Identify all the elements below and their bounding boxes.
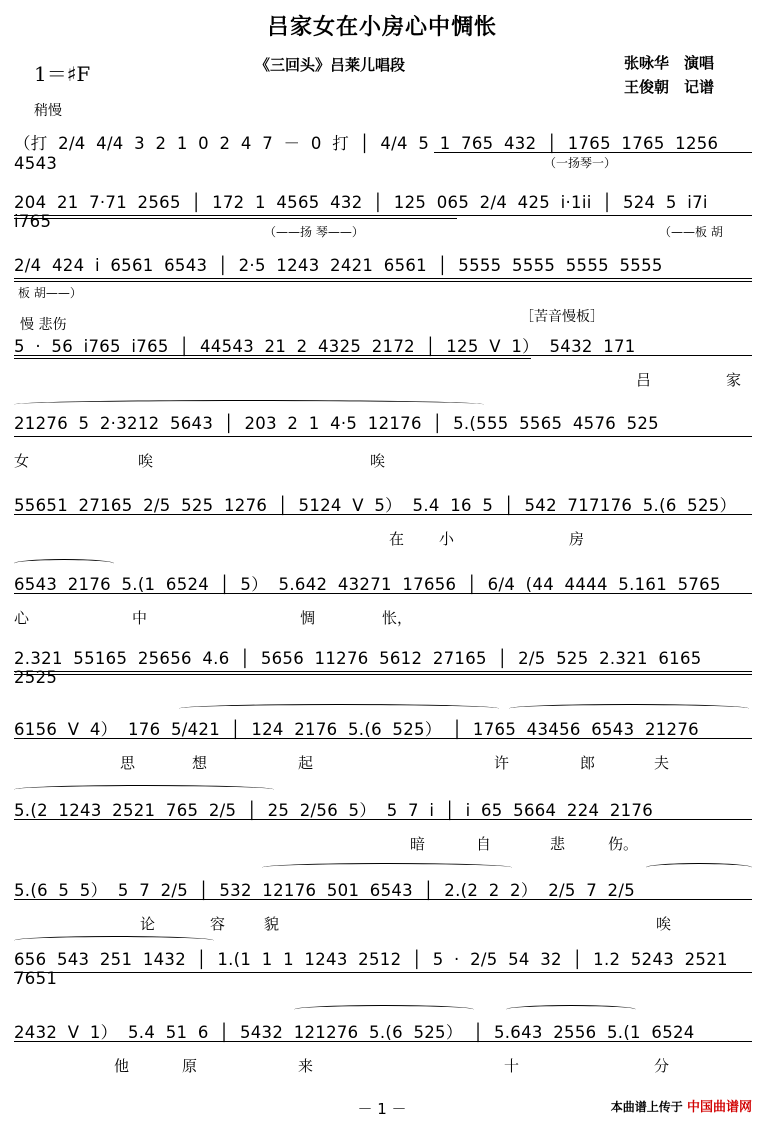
slur [294,1005,474,1014]
section-label: ［苦音慢板］ [520,309,604,325]
beam-line [434,152,752,153]
beam-line [14,819,752,820]
lyric-char: 心 [14,609,30,627]
score-row [14,571,752,627]
lyric-char: 惆 [300,609,316,627]
transcriber-credit: 王俊朝 记谱 [624,78,715,96]
beam-line [14,899,752,900]
annotation: （一扬琴一） [544,156,617,170]
lyric-char: 许 [494,754,510,772]
score-row [14,950,752,990]
beam-line [14,355,752,356]
slur [14,936,214,945]
annotation: （——板 胡 [659,225,723,239]
score-row [14,333,752,389]
lyric-char: 唉 [138,452,154,470]
score-row [14,193,752,239]
notation-line: 2/4 424 i 6561 6543 │ 2·5 1243 2421 6561 │ 5555 5555 5555 5555 [14,256,663,275]
beam-line [14,358,531,359]
lyric-char: 小 [439,530,455,548]
slur [14,559,114,568]
notation-line: （打 2/4 4/4 3 2 1 0 2 4 7 － 0 打 │ 4/4 5 1 765 432 │ 1765 1765 1256 4543 [14,134,719,173]
lyric-char: 原 [182,1057,198,1075]
lyric-char: 貌 [264,915,280,933]
key-signature: 1＝♯F [34,62,91,86]
lyric-char: 中 [132,609,148,627]
beam-line [14,671,752,672]
lyric-char: 唉 [656,915,672,933]
slur [14,785,274,794]
slur [179,704,499,713]
score-row [14,797,752,853]
score-row [14,492,752,548]
score-row [14,256,752,300]
subtitle: 《三回头》吕莱儿唱段 [255,56,406,74]
lyric-char: 分 [654,1057,670,1075]
lyric-char: 怅， [382,609,413,627]
lyric-char: 十 [504,1057,520,1075]
lyric-char: 他 [114,1057,130,1075]
lyric-char: 夫 [654,754,670,772]
beam-line [14,218,457,219]
beam-line [14,215,752,216]
beam-line [14,1041,752,1042]
beam-line [14,436,752,437]
slur [506,1005,636,1014]
notation-line: 2432 V 1） 5.4 51 6 │ 5432 121276 5.(6 525） │ 5.643 2556 5.(1 6524 [14,1023,695,1042]
upload-text: 本曲谱上传于 [610,1100,683,1114]
notation-line: 5.(2 1243 2521 765 2/5 │ 25 2/56 5） 5 7 i │ i 65 5664 224 2176 [14,801,654,820]
notation-line: 21276 5 2·3212 5643 │ 203 2 1 4·5 12176 │ 5.(555 5565 4576 525 [14,414,659,433]
notation-line: 6156 V 4） 176 5/421 │ 124 2176 5.(6 525） │ 1765 43456 6543 21276 [14,720,699,739]
slur [14,400,484,409]
singer-credit: 张咏华 演唱 [624,54,715,72]
notation-line: 2.321 55165 25656 4.6 │ 5656 11276 5612 27165 │ 2/5 525 2.321 6165 2525 [14,649,702,687]
score-row [14,414,752,470]
lyric-char: 郎 [580,754,596,772]
score-row [14,1019,752,1075]
beam-line [14,514,752,515]
notation-line: 204 21 7·71 2565 │ 172 1 4565 432 │ 125 065 2/4 425 i·1ii │ 524 5 i7i i765 [14,193,708,231]
tempo-marking: 稍慢 [34,103,62,119]
upload-credit [611,1096,752,1115]
slur [509,704,749,713]
lyric-char: 容 [210,915,226,933]
lyric-char: 自 [476,835,492,853]
notation-line: 5.(6 5 5） 5 7 2/5 │ 532 12176 501 6543 │ 2.(2 2 2） 2/5 7 2/5 [14,881,636,900]
score-row [14,649,752,689]
slur [262,863,512,872]
score-row [14,716,752,772]
notation-line: 55651 27165 2/5 525 1276 │ 5124 V 5） 5.4 16 5 │ 542 717176 5.(6 525） [14,496,737,515]
lyric-char: 在 [389,530,405,548]
beam-line [14,278,752,279]
annotation: 板 胡——） [18,286,82,300]
score-title: 吕家女在小房心中惆怅 [266,15,497,40]
lyric-char: 唉 [370,452,386,470]
beam-line [14,972,752,973]
notation-line: 656 543 251 1432 │ 1.(1 1 1 1243 2512 │ 5 · 2/5 54 32 │ 1.2 5243 2521 7651 [14,950,728,988]
lyric-char: 伤。 [608,835,639,853]
lyric-char: 起 [298,754,314,772]
lyric-char: 家 [726,371,742,389]
beam-line [14,674,752,675]
lyric-char: 来 [298,1057,314,1075]
beam-line [14,593,752,594]
score-row [14,877,752,933]
beam-line [14,281,752,282]
slur [646,863,752,872]
page-number: － 1 － [357,1100,407,1118]
lyric-char: 思 [120,754,136,772]
notation-line: 5 · 56 i765 i765 │ 44543 21 2 4325 2172 │ 125 V 1） 5432 171 [14,337,636,356]
beam-line [14,738,752,739]
expression-mark: 慢 悲伤 [20,317,67,333]
lyric-char: 想 [192,754,208,772]
lyric-char: 女 [14,452,30,470]
notation-line: 6543 2176 5.(1 6524 │ 5） 5.642 43271 17656 │ 6/4 (44 4444 5.161 5765 [14,575,721,594]
annotation: （——扬 琴——） [264,225,364,239]
lyric-char: 悲 [550,835,566,853]
site-logo[interactable]: 中国曲谱网 [686,1100,752,1115]
lyric-char: 房 [569,530,585,548]
score-row [14,130,752,173]
lyric-char: 暗 [410,835,426,853]
lyric-char: 论 [140,915,156,933]
lyric-char: 吕 [636,371,652,389]
